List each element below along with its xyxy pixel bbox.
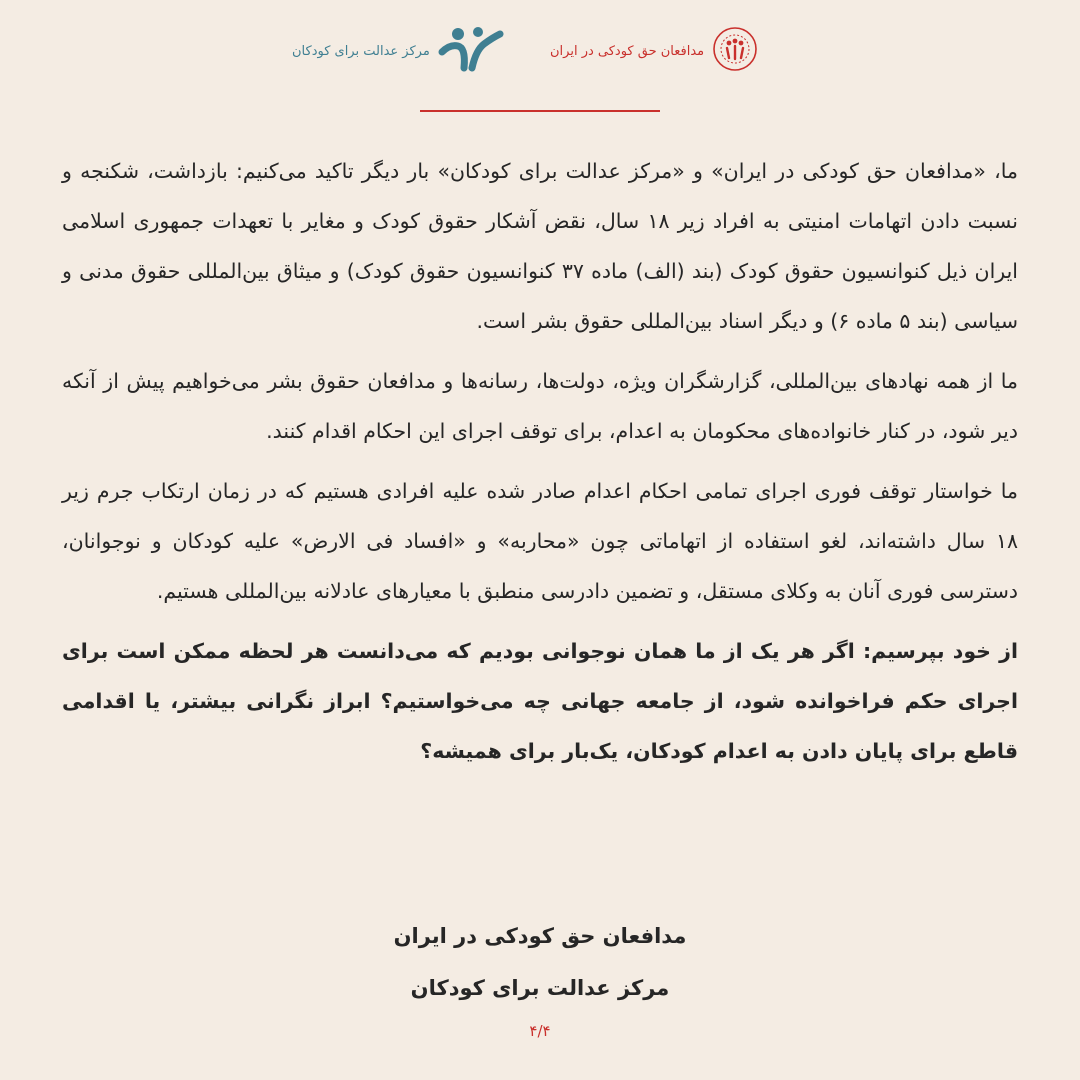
header	[0, 18, 1080, 84]
page-indicator: ۴/۴	[529, 1022, 551, 1040]
header-divider	[420, 110, 660, 112]
org-name-left: مرکز عدالت برای کودکان	[292, 43, 430, 59]
logo-child-rights-defenders	[550, 18, 760, 84]
paragraph-1: ما، «مدافعان حق کودکی در ایران» و «مرکز عدالت برای کودکان» بار دیگر تاکید می‌کنیم: بازداشت، شکنجه و نسبت دادن اتهامات امنیتی به افراد زیر ۱۸ سال، نقض آشکار حقوق کودک و مغایر با تعهدات جمهوری اسلامی ایران ذیل کنوانسیون حقوق کودک (بند (الف) ماده ۳۷ کنوانسیون حقوق کودک) و میثاق بین‌المللی حقوق مدنی و سیاسی (بند ۵ ماده ۶) و دیگر اسناد بین‌المللی حقوق بشر است.	[62, 159, 1018, 333]
closing-question: از خود بپرسیم: اگر هر یک از ما همان نوجوانی بودیم که می‌دانست هر لحظه ممکن است برای اجرای حکم فراخوانده شود، از جامعه جهانی چه می‌خواستیم؟ ابراز نگرانی بیشتر، یا اقدامی قاطع برای پایان دادن به اعدام کودکان، یک‌بار برای همیشه؟	[62, 639, 1018, 763]
paragraph-3: ما خواستار توقف فوری اجرای تمامی احکام اعدام صادر شده علیه افرادی هستیم که در زمان ارتکاب جرم زیر ۱۸ سال داشته‌اند، لغو استفاده از اتهاماتی چون «محاربه» و «افساد فی الارض» علیه کودکان و نوجوانان، دسترسی فوری آنان به وکلای مستقل، و تضمین دادرسی منطبق با معیارهای عادلانه بین‌المللی هستیم.	[62, 479, 1018, 603]
circular-seal-icon	[710, 24, 760, 78]
org-name-right: مدافعان حق کودکی در ایران	[550, 43, 705, 59]
statement-body	[62, 146, 1018, 786]
people-figure-icon	[436, 24, 504, 78]
signature-line-2: مرکز عدالت برای کودکان	[410, 976, 670, 1000]
signature-line-1: مدافعان حق کودکی در ایران	[393, 924, 687, 948]
logo-center-for-justice-for-children	[292, 18, 504, 84]
paragraph-2: ما از همه نهادهای بین‌المللی، گزارشگران ویژه، دولت‌ها، رسانه‌ها و مدافعان حقوق بشر می‌خواهیم پیش از آنکه دیر شود، در کنار خانواده‌های محکومان به اعدام، برای توقف اجرای این احکام اقدام کنند.	[62, 369, 1018, 443]
